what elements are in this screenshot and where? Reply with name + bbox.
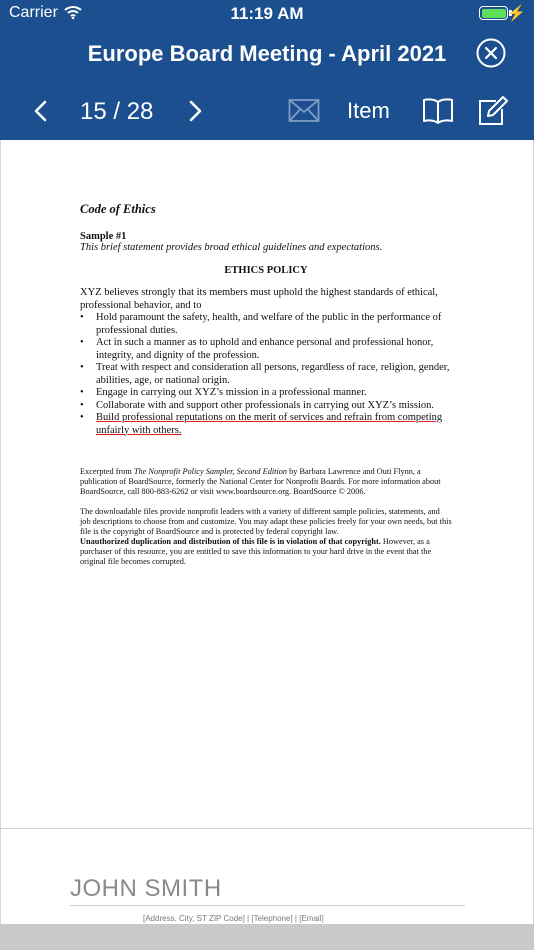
close-circle-icon <box>476 38 506 68</box>
chevron-left-icon <box>30 99 52 123</box>
excerpt-prefix: Excerpted from <box>80 467 134 476</box>
edit-icon <box>476 95 508 127</box>
charging-icon: ⚡ <box>507 5 526 22</box>
clock: 11:19 AM <box>230 4 304 23</box>
document-page[interactable] <box>0 140 534 924</box>
carrier-label: Carrier <box>9 4 58 21</box>
envelope-icon <box>288 98 320 124</box>
item-button[interactable]: Item <box>347 98 390 123</box>
policy-item: • Treat with respect and consideration all persons, regardless of race, religion, gender, abilities, age, or national origin. <box>80 362 452 387</box>
unauthorized-text: Unauthorized duplication and distribution of this file is in violation of that copyright. <box>80 537 381 546</box>
page-gap <box>0 924 534 950</box>
copyright-note <box>80 507 452 567</box>
underline-annotation[interactable]: Build professional reputations on the merit of services and refrain from competing unfairly with others. <box>96 412 443 436</box>
chevron-right-icon <box>184 99 206 123</box>
page-title: Europe Board Meeting - April 2021 <box>87 41 447 66</box>
page-counter: 15 / 28 <box>80 98 154 125</box>
policy-title: ETHICS POLICY <box>224 265 308 276</box>
next-page-button[interactable] <box>184 99 206 123</box>
policy-list <box>80 312 452 437</box>
policy-intro: XYZ believes strongly that its members must uphold the highest standards of ethical, professional behavior, and to <box>80 287 438 311</box>
policy-item: • Act in such a manner as to uphold and enhance personal and professional honor, integrity, and dignity of the profession. <box>80 337 452 362</box>
battery-level <box>482 9 506 18</box>
downloadable-text: The downloadable files provide nonprofit leaders with a variety of different sample policies, statements, and job descriptions to choose from and customize. You may adapt these policies freely for your own needs, but this file is the copyright of BoardSource and is protected by federal copyright law. <box>80 507 452 536</box>
book-button[interactable] <box>421 96 455 126</box>
sample-label: Sample #1 <box>80 231 127 242</box>
previous-page-button[interactable] <box>30 99 52 123</box>
policy-item: • Hold paramount the safety, health, and welfare of the public in the performance of professional duties. <box>80 312 452 337</box>
email-button[interactable] <box>288 98 320 124</box>
document-content <box>80 202 452 567</box>
battery-icon <box>479 6 508 20</box>
close-button[interactable] <box>476 38 506 68</box>
policy-item: • Collaborate with and support other professionals in carrying out XYZ’s mission. <box>80 400 452 413</box>
excerpt-note <box>80 467 452 497</box>
book-icon <box>421 96 455 126</box>
author-rule <box>70 905 465 906</box>
author-name: JOHN SMITH <box>70 875 222 902</box>
document-heading: Code of Ethics <box>80 202 156 216</box>
sample-description: This brief statement provides broad ethical guidelines and expectations. <box>80 242 383 253</box>
excerpt-rest: by Barbara Lawrence and Outi Flynn, a publication of BoardSource, formerly the National Center for Nonprofit Boards. For more information about BoardSource, call 800-883-6262 or visit www.boardsource.org. BoardSource © 2006. <box>80 467 441 496</box>
contact-line: [Address, City, ST ZIP Code] | [Telephone] | [Email] <box>143 914 324 923</box>
excerpt-book-title: The Nonprofit Policy Sampler, Second Edition <box>133 467 288 476</box>
policy-item-annotated <box>80 412 452 437</box>
page-divider <box>1 828 533 829</box>
policy-item: • Engage in carrying out XYZ’s mission in a professional manner. <box>80 387 452 400</box>
status-bar <box>0 0 534 28</box>
edit-button[interactable] <box>476 95 508 127</box>
top-bar <box>0 0 534 140</box>
purchaser-text: However, as a purchaser of this resource, you are entitled to save this information to your hard drive in the event that the original file becomes corrupted. <box>80 537 432 566</box>
